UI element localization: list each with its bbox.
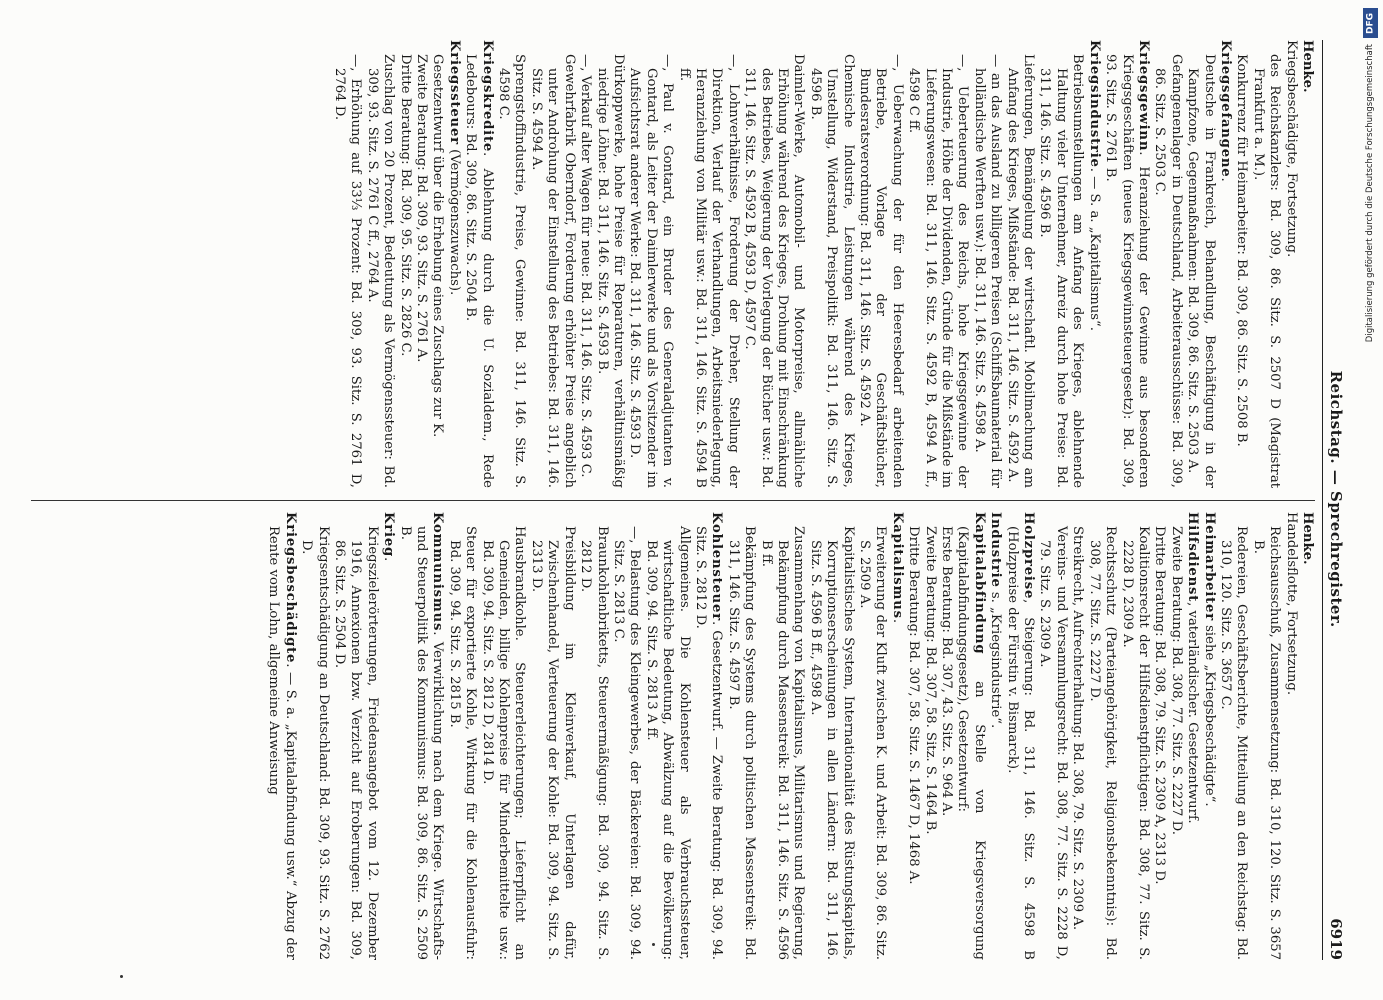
index-entry: Zuschlag von 20 Prozent, Bedeutung als Vermögenssteuer: Bd. 309, 93. Sitz. S. 2761 C ff., 2764 A. [364, 54, 397, 488]
index-entry: Vereins- und Versammlungsrecht: Bd. 308, 77. Sitz. S. 2228 D, 79. Sitz. S. 2309 A. [1037, 526, 1069, 960]
entry-keyword: Kohlensteuer [709, 512, 725, 621]
dfg-logo: DFG [1363, 8, 1378, 38]
page-number: 6919 [1327, 918, 1345, 960]
index-entry: Daimler-Werke, Automobil- und Motorpreise, allmähliche Erhöhung während des Krieges, Drohung mit Einschränkung des Betriebes, Weigerung der Vorlegung der Bücher usw.: Bd. 311, 146. Sitz. S. 4592 B, 4593 D, 4597 C. [742, 54, 807, 488]
index-entry: Betriebsumstellungen am Anfang des Krieges, ablehnende Haltung vieler Unternehmer, Anreiz durch hohe Preise: Bd. 311, 146. Sitz. S. 4596 B. [1037, 54, 1086, 488]
index-entry: Streikrecht, Aufrechterhaltung: Bd. 308, 79. Sitz. S. 2309 A. [1070, 526, 1086, 931]
index-entry: —, Erhöhung auf 33⅓ Prozent: Bd. 309, 93. Sitz. S. 2761 D, 2764 D. [332, 54, 364, 488]
index-entry: Koalitionsrecht der Hilfsdienstpflichtigen: Bd. 308, 77. Sitz. S. 2228 D, 2309 A. [1119, 526, 1151, 960]
entry-keyword: Kriegssteuer [446, 40, 462, 145]
entry-text: s. „Kriegsindustrie“. [988, 587, 1004, 729]
index-entry: des Reichskanzlers: Bd. 309, 86. Sitz. S. 2507 D (Magistrat Frankfurt a. M.). [1250, 54, 1283, 488]
entry-keyword: Kriegsgefangene [1217, 40, 1233, 178]
index-entry [1102, 40, 1151, 488]
entry-text: . Gesetzentwurf. — Zweite Beratung: Bd. 309, 94. Sitz. S. 2812 D. [692, 526, 725, 960]
header-rule [1322, 40, 1323, 960]
index-entry: Allgemeines. Die Kohlensteuer als Verbrauchssteuer, wirtschaftliche Bedeutung, Abwälzung auf die Bevölkerung: Bd. 309, 94. Sitz. S. 2813 A ff. [643, 526, 692, 960]
index-entry: Handelsflotte, Fortsetzung. [1283, 512, 1299, 696]
funding-credit: Digitalisierung gefördert durch die Deutsche Forschungsgemeinschaft [1365, 44, 1375, 343]
index-entry [954, 512, 987, 960]
entry-text: , vaterländischer. Gesetzentwurf. [1185, 602, 1201, 824]
index-entry [987, 512, 1003, 960]
index-entry: —, Ueberwachung der für den Heeresbedarf arbeitenden Betriebe, Vorlage der Geschäftsbücher, Bundesratsverordnung: Bd. 311, 146. Sitz. S. 4592 A. [857, 54, 905, 488]
index-entry: —, Ueberteuerung des Reichs, hohe Kriegsgewinne der Industrie, Höhe der Dividenden, Gründe für die Mißstände im Lieferungswesen: Bd. 311, 146. Sitz. S. 4592 B, 4594 A ff., 4598 C ff. [906, 54, 971, 488]
index-entry [1200, 512, 1216, 960]
index-entry [445, 40, 461, 488]
entry-text: . Ablehnung durch die U. Sozialdem., Rede Ledebours: Bd. 309, 86. Sitz. S. 2504 B. [463, 54, 495, 488]
index-entry: Konkurrenz für Heimarbeiter: Bd. 309, 86. Sitz. S. 2508 B. [1234, 54, 1250, 447]
rotated-content [31, 40, 1361, 960]
speck-mark [120, 975, 123, 978]
index-entry: Dritte Beratung: Bd. 307, 58. Sitz. S. 1467 D, 1468 A. [906, 526, 922, 885]
entry-keyword: Industrie [988, 512, 1004, 588]
index-entry: Bekämpfung des Systems durch politischen Massenstreik: Bd. 311, 146. Sitz. S. 4597 B. [725, 526, 758, 960]
entry-text: , Steigerung: Bd. 311, 146. Sitz. S. 4598 B (Holzpreise der Fürstin v. Bismarck). [1004, 526, 1037, 960]
index-entry: Reichsausschuß, Zusammensetzung: Bd. 310, 120. Sitz. S. 3657 B. [1250, 526, 1283, 960]
index-entry: —, Verkauf alter Wagen für neue: Bd. 311, 146. Sitz. S. 4593 C. [578, 54, 594, 478]
index-entry: Rechtsschutz (Parteiangehörigkeit, Religionsbekenntnis): Bd. 308, 77. Sitz. S. 2227 D. [1086, 526, 1119, 960]
index-entry: Kapitalistisches System, Internationalität des Rüstungskapitals, Korruptionserscheinungen in allen Ländern: Bd. 311, 146. Sitz. S. 4596 B ff., 4598 A. [807, 526, 856, 960]
index-entry: Gesetzentwurf über die Erhebung eines Zuschlags zur K. [430, 54, 446, 438]
index-entry [1085, 40, 1101, 488]
entry-keyword: Hilfsdienst [1185, 512, 1201, 603]
speck-mark [652, 943, 655, 946]
index-entry [692, 512, 725, 960]
entry-keyword: Heimarbeiter [1201, 512, 1217, 621]
index-entry: Zusammenhang von Kapitalismus, Militarismus und Regierung, Bekämpfung durch Massenstreik: Bd. 311, 146. Sitz. S. 4596 B ff. [758, 526, 807, 960]
entry-keyword: Kriegskredite [479, 40, 495, 153]
entry-keyword: Kommunismus [430, 512, 446, 632]
column-head-left: Henke. [1300, 512, 1315, 565]
entry-text: . Heranziehung der Gewinne aus besonderen Kriegsgeschäften (neues Kriegsgewinnsteuergesetz): Bd. 309, 93. Sitz. S. 2761 B. [1103, 54, 1151, 488]
index-entry: Deutsche in Frankreich, Behandlung, Beschäftigung in der Kampfzone, Gegenmaßnahmen: Bd. 309, 86. Sitz. S. 2503 A. [1185, 54, 1217, 488]
index-entry: Chemische Industrie, Leistungen während des Krieges, Umstellung, Widerstand, Preispolitik: Bd. 311, 146. Sitz. S. 4596 B. [807, 54, 856, 488]
index-entry: Gefangenenlager in Deutschland, Arbeiterausschüsse: Bd. 309, 86. Sitz. S. 2503 C. [1152, 54, 1184, 488]
entry-keyword: Kriegsgewinn [1135, 40, 1151, 152]
right-column [31, 40, 1315, 488]
entry-text: . Verwirklichung nach dem Kriege. Wirtschafts- und Steuerpolitik des Kommunismus: Bd. 309, 86. Sitz. S. 2509 B. [397, 526, 446, 960]
index-entry: Erweiterung der Kluft zwischen K. und Arbeit: Bd. 309, 86. Sitz. S. 2509 A. [857, 526, 889, 960]
entry-text: an Stelle von Kriegsversorgung (Kapitalabfindungsgesetz), Gesetzentwurf: [955, 526, 987, 960]
index-entry: Kriegszielerörterungen, Friedensangebot vom 12. Dezember 1916, Annexionen bzw. Verzicht auf Eroberungen: Bd. 309, 86. Sitz. S. 2504 D. [332, 526, 380, 960]
index-entry [396, 512, 445, 960]
left-column [31, 512, 1315, 960]
columns [31, 40, 1315, 960]
index-entry [888, 512, 904, 960]
entry-keyword: Kriegsbeschädigte [282, 512, 298, 664]
index-entry [1003, 512, 1036, 960]
index-entry: Steuer für exportierte Kohle, Wirkung für die Kohlenausfuhr: Bd. 309, 94. Sitz. S. 2815 B. [446, 526, 479, 960]
index-entry: Kriegsbeschädigte, Fortsetzung. [1283, 40, 1299, 258]
index-entry: Sprengstoffindustrie, Preise, Gewinne: Bd. 311, 146. Sitz. S. 4598 C. [496, 54, 528, 488]
entry-keyword: Kapitalabfindung [971, 512, 987, 655]
index-entry [1217, 40, 1233, 488]
entry-keyword: Krieg [381, 512, 397, 558]
index-entry: Zweite Beratung: Bd. 308, 77. Sitz. S. 2227 D. [1168, 526, 1184, 835]
entry-text: siehe „Kriegsbeschädigte“. [1201, 620, 1217, 807]
index-entry: Gewehrfabrik Oberndorf, Forderung erhöhter Preise angeblich unter Androhung der Einstellung des Betriebes: Bd. 311, 146. Sitz. S. 4594 A. [528, 54, 577, 488]
digitization-sidebar [1362, 8, 1378, 993]
index-entry: Lieferungen, Bemängelung der wirtschaftl. Mobilmachung am Anfang des Krieges, Mißstände: Bd. 311, 146. Sitz. S. 4592 A. [1004, 54, 1037, 488]
column-head-right: Henke. [1300, 40, 1315, 93]
index-entry [1184, 512, 1200, 960]
column-divider [31, 500, 1315, 501]
page-header [1327, 40, 1361, 960]
page-title: Reichstag. — Sprechregister. [1327, 370, 1345, 628]
entry-text: (Vermögenszuwachs). [446, 144, 462, 296]
index-entry: Kriegsentschädigung an Deutschland: Bd. 309, 93. Sitz. S. 2762 D. [299, 526, 331, 960]
index-entry [380, 512, 396, 960]
index-entry: Preisbildung im Kleinverkauf, Unterlagen dafür, Zwischenhandel, Verteuerung der Kohle: Bd. 309, 94. Sitz. S. 2313 D. [528, 526, 577, 960]
entry-text: . [889, 618, 905, 624]
index-entry: Erste Beratung: Bd. 307, 43. Sitz. S. 964 A. [939, 526, 955, 817]
index-entry: Dritte Beratung: Bd. 308, 79. Sitz. S. 2309 A, 2313 D. [1152, 526, 1168, 885]
index-entry: Redereien, Geschäftsberichte, Mitteilung an den Reichstag: Bd. 310, 120. Sitz. S. 3657 C. [1217, 526, 1250, 960]
index-entry [265, 512, 298, 960]
entry-text: . — S. a. „Kapitalismus“. [1086, 167, 1102, 331]
index-entry: Hausbrandkohle. Steuererleichterungen; Lieferpflicht an Gemeinden, billige Kohlenpreise für Minderbemittelte usw.: Bd. 309, 94. Sitz. S. 2812 D, 2814 D. [479, 526, 528, 960]
index-entry: —, Belastung des Kleingewerbes, der Bäckereien: Bd. 309, 94. Sitz. S. 2813 C. [610, 526, 643, 960]
entry-text: . [1217, 177, 1233, 182]
index-entry: — an das Ausland zu billigeren Preisen (Schiffsbaumaterial für holländische Werften usw.): Bd. 311, 146. Sitz. S. 4598 A. [971, 54, 1004, 488]
index-entry: Braunkohlenbriketts, Steuerermäßigung: Bd. 309, 94. Sitz. S. 2812 D. [578, 526, 610, 960]
index-entry: Dürkoppwerke, hohe Preise für Reparaturen, verhältnismäßig niedrige Löhne: Bd. 311, 146. Sitz. S. 4593 B. [594, 54, 626, 488]
entry-text: . [381, 557, 397, 562]
index-entry: Zweite Beratung: Bd. 309, 93. Sitz. S. 2761 A. [414, 54, 430, 363]
entry-keyword: Holzpreise [1021, 512, 1037, 600]
index-entry: —, Lohnverhältnisse, Forderung der Dreher, Stellung der Direktion, Verlauf der Verhandlungen, Arbeitsniederlegung, Heranziehung von Militär usw.: Bd. 311, 146. Sitz. S. 4594 B ff. [676, 54, 741, 488]
index-entry [462, 40, 495, 488]
entry-keyword: Kriegsindustrie [1086, 40, 1102, 168]
index-entry: —, Paul v. Gontard, ein Bruder des Generaladjutanten v. Gontard, als Leiter der Daimlerwerke und als Vorsitzender im Aufsichtsrat anderer Werke: Bd. 311, 146. Sitz. S. 4593 D. [627, 54, 676, 488]
index-entry: Dritte Beratung: Bd. 309, 95. Sitz. S. 2826 C. [397, 54, 413, 357]
index-entry: Zweite Beratung: Bd. 307, 58. Sitz. S. 1464 B. [922, 526, 938, 835]
entry-text: . — S. a. „Kapitalabfindung usw.“ Abzug der Rente vom Lohn, allgemeine Anweisung [266, 526, 298, 960]
entry-keyword: Kapitalismus [889, 512, 905, 619]
